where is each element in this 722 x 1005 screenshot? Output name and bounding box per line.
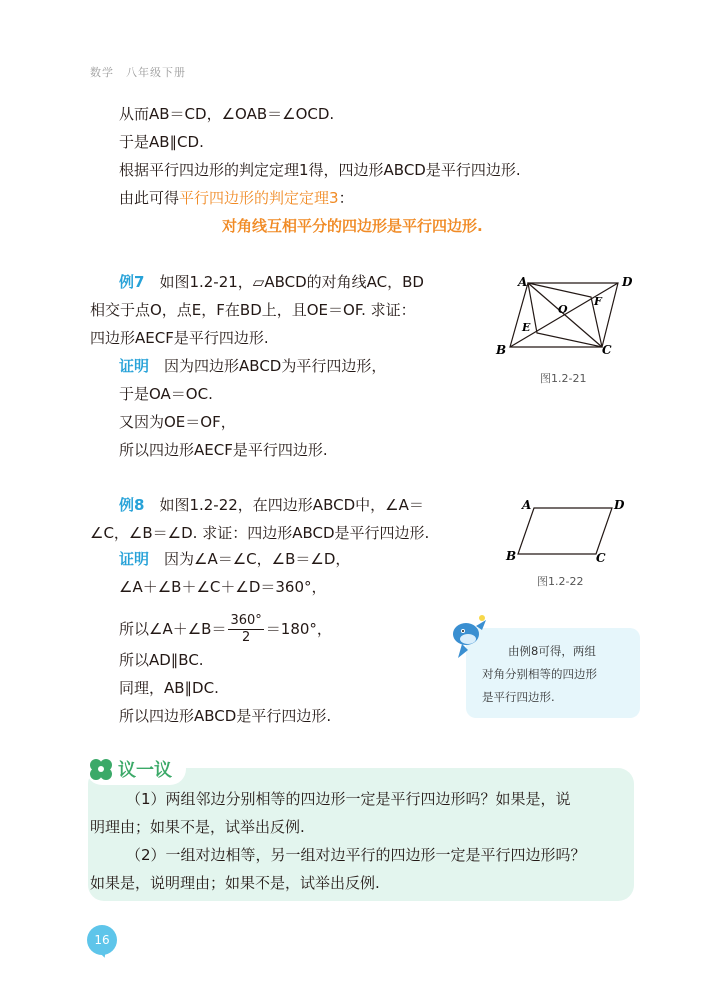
- figure-1-2-22-caption: 图1.2-22: [537, 575, 584, 588]
- example8-line-1: [119, 494, 424, 516]
- example8-p2: ∠A＋∠B＋∠C＋∠D＝360°，: [119, 578, 327, 596]
- proof-label-8: 证明: [119, 550, 150, 568]
- example8-p5: 同理，AB∥DC.: [119, 679, 219, 697]
- fig21-label-e: E: [522, 321, 531, 334]
- fig21-label-a: A: [518, 275, 528, 289]
- proof-line-4-prefix: 由此可得: [119, 189, 180, 207]
- figure-1-2-21: [490, 272, 640, 362]
- fig22-label-d: D: [614, 498, 625, 512]
- example7-line-1: [119, 271, 424, 293]
- theorem-statement: 对角线互相平分的四边形是平行四边形.: [222, 217, 483, 235]
- discuss-q1b: 明理由；如果不是，试举出反例.: [90, 818, 305, 836]
- example8-p4: 所以AD∥BC.: [119, 651, 204, 669]
- figure-1-2-21-caption: 图1.2-21: [540, 372, 587, 385]
- example7-q2: 相交于点O，点E，F在BD上，且OE＝OF. 求证：: [90, 301, 416, 319]
- side-note-line-1: 由例8可得，两组: [508, 644, 596, 658]
- theorem-name: 平行四边形的判定定理3: [179, 189, 339, 207]
- example8-p3: [119, 613, 332, 646]
- fig21-label-d: D: [622, 275, 633, 289]
- side-note-line-2: 对角分别相等的四边形: [482, 667, 597, 681]
- fraction-denominator: 2: [241, 630, 251, 645]
- proof-label: 证明: [119, 357, 150, 375]
- example8-proof-1: [119, 548, 350, 570]
- side-note: [466, 628, 640, 718]
- fraction-numerator: 360°: [230, 613, 262, 628]
- fraction: [228, 613, 263, 646]
- proof-line-4: [119, 187, 354, 209]
- example7-q3: 四边形AECF是平行四边形.: [90, 329, 269, 347]
- example8-q2: ∠C，∠B＝∠D. 求证：四边形ABCD是平行四边形.: [90, 524, 430, 542]
- example8-p3-suffix: ＝180°，: [265, 620, 332, 638]
- example7-proof-1: [119, 355, 386, 377]
- dolphin-mascot-icon: [446, 614, 490, 660]
- fig21-label-o: O: [558, 303, 568, 316]
- example7-p3: 又因为OE＝OF，: [119, 413, 236, 431]
- fig21-label-c: C: [602, 343, 612, 357]
- side-note-text: [482, 640, 632, 709]
- running-header: 数学 八年级下册: [90, 66, 186, 79]
- example7-p2: 于是OA＝OC.: [119, 385, 213, 403]
- example7-p4: 所以四边形AECF是平行四边形.: [119, 441, 328, 459]
- discuss-q2b: 如果是，说明理由；如果不是，试举出反例.: [90, 874, 380, 892]
- example7-p1: 因为四边形ABCD为平行四边形，: [164, 357, 387, 375]
- figure-1-2-22: [500, 494, 630, 570]
- fig21-label-b: B: [496, 343, 507, 357]
- proof-line-2: 于是AB∥CD.: [119, 133, 204, 151]
- example8-p6: 所以四边形ABCD是平行四边形.: [119, 707, 332, 725]
- fig22-label-c: C: [596, 551, 606, 565]
- example8-p1: 因为∠A＝∠C，∠B＝∠D，: [164, 550, 351, 568]
- fig21-label-f: F: [594, 295, 602, 308]
- discuss-q2a: （2）一组对边相等，另一组对边平行的四边形一定是平行四边形吗？: [126, 846, 586, 864]
- example7-label: 例7: [119, 273, 145, 291]
- example8-p3-prefix: 所以∠A＋∠B＝: [119, 620, 227, 638]
- proof-line-3: 根据平行四边形的判定定理1得，四边形ABCD是平行四边形.: [119, 161, 521, 179]
- proof-line-4-suffix: ：: [338, 189, 354, 207]
- proof-line-1: 从而AB＝CD，∠OAB＝∠OCD.: [119, 105, 335, 123]
- example8-q1: 如图1.2-22，在四边形ABCD中，∠A＝: [159, 496, 424, 514]
- page-number: 16: [87, 925, 117, 955]
- side-note-line-3: 是平行四边形.: [482, 690, 555, 704]
- example8-label: 例8: [119, 496, 145, 514]
- example7-q1: 如图1.2-21，▱ABCD的对角线AC，BD: [159, 273, 424, 291]
- discuss-icon: [88, 757, 114, 781]
- fig22-label-a: A: [522, 498, 532, 512]
- fig22-label-b: B: [506, 549, 517, 563]
- discuss-q1a: （1）两组邻边分别相等的四边形一定是平行四边形吗？如果是，说: [126, 790, 571, 808]
- discuss-title: 议一议: [118, 760, 172, 781]
